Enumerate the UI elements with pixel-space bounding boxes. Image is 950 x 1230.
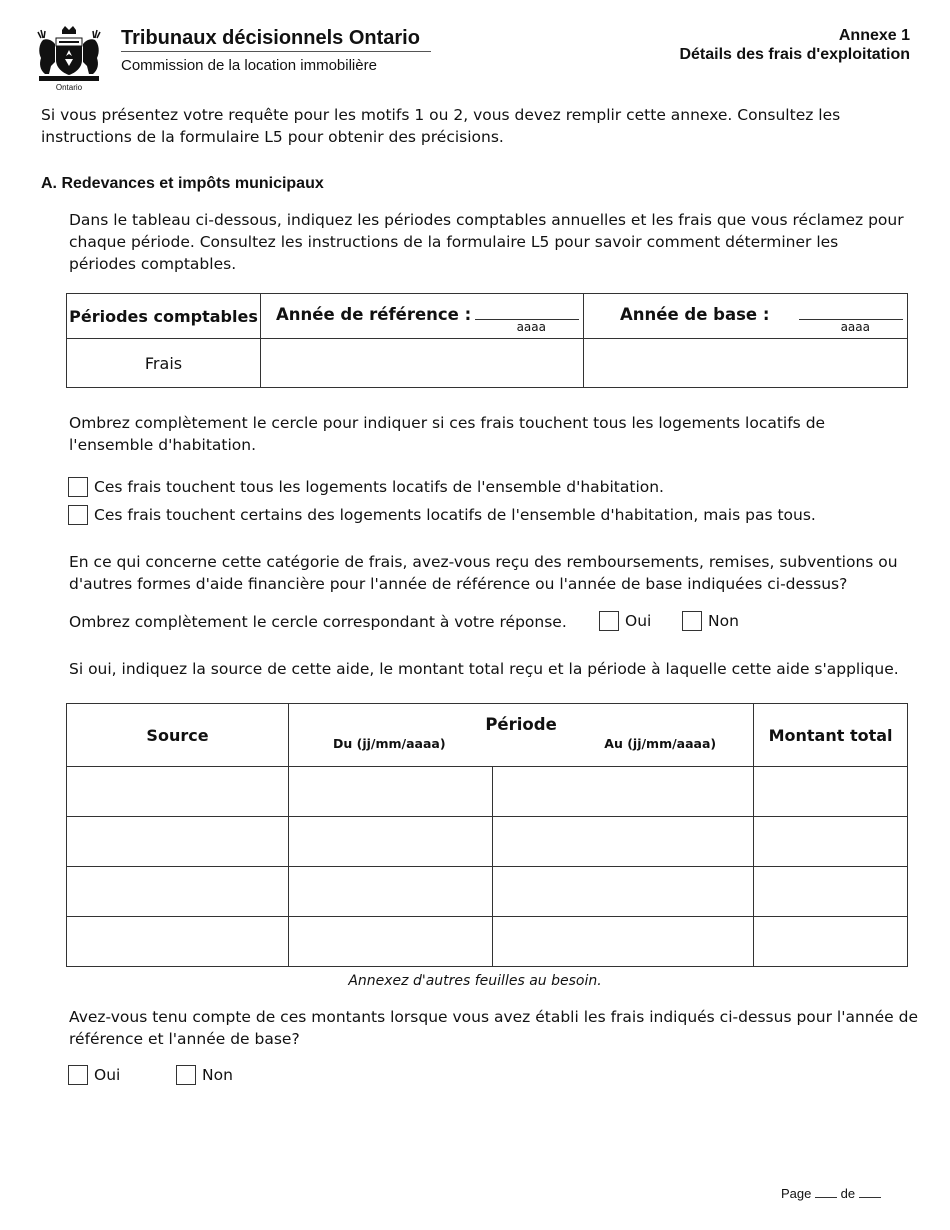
from-date-input[interactable]	[289, 917, 493, 967]
annex-heading	[679, 26, 910, 64]
of-label: de	[840, 1186, 856, 1201]
total-amount-input[interactable]	[754, 917, 908, 967]
to-date-input[interactable]	[493, 867, 754, 917]
attach-note: Annexez d'autres feuilles au besoin.	[348, 973, 602, 989]
table-row	[67, 867, 908, 917]
logo-caption: Ontario	[55, 83, 83, 92]
aid-yes-checkbox[interactable]	[599, 611, 619, 631]
considered-yes-checkbox[interactable]	[68, 1065, 88, 1085]
page-number	[781, 1186, 881, 1201]
source-input[interactable]	[67, 817, 289, 867]
from-date-header: Du (jj/mm/aaaa)	[333, 736, 446, 751]
annex-number: Annexe 1	[838, 27, 910, 44]
base-year-hint: aaaa	[840, 320, 870, 334]
aid-no-label: Non	[708, 612, 739, 630]
aid-no-checkbox[interactable]	[682, 611, 702, 631]
page-total-input[interactable]	[859, 1187, 881, 1198]
aid-yes-label: Oui	[625, 612, 652, 630]
fees-row-label: Frais	[67, 339, 261, 388]
some-units-checkbox[interactable]	[68, 505, 88, 525]
if-yes-instructions: Si oui, indiquez la source de cette aide, le montant total reçu et la période à laquelle cette aide s'applique.	[69, 660, 899, 678]
period-title: Période	[485, 715, 557, 734]
base-year-header	[584, 294, 908, 339]
from-date-input[interactable]	[289, 767, 493, 817]
total-amount-input[interactable]	[754, 867, 908, 917]
table-row	[67, 917, 908, 967]
financial-aid-question: En ce qui concerne cette catégorie de frais, avez-vous reçu des remboursements, remises, subventions ou d'autres formes d'aide financière pour l'année de référence ou l'année de base indiquées ci-dessus?	[69, 553, 898, 593]
all-units-label: Ces frais touchent tous les logements locatifs de l'ensemble d'habitation.	[94, 478, 664, 496]
page-label: Page	[781, 1186, 812, 1201]
to-date-input[interactable]	[493, 767, 754, 817]
from-date-input[interactable]	[289, 817, 493, 867]
base-year-fees-input[interactable]	[584, 339, 908, 388]
accounting-periods-table	[66, 293, 908, 388]
total-amount-header: Montant total	[754, 704, 908, 767]
option-some-units[interactable]	[68, 505, 816, 525]
organization-name: Tribunaux décisionnels Ontario	[121, 27, 420, 49]
option-all-units[interactable]	[68, 477, 664, 497]
periods-instructions: Dans le tableau ci-dessous, indiquez les périodes comptables annuelles et les frais que vous réclamez pour chaque période. Consultez les instructions de la formulaire L5 pour savoir comment déterminer les périodes comptables.	[69, 211, 904, 273]
reference-year-label: Année de référence :	[276, 305, 472, 324]
considered-no-label: Non	[202, 1066, 233, 1084]
amounts-considered-question: Avez-vous tenu compte de ces montants lorsque vous avez établi les frais indiqués ci-dessus pour l'année de référence et l'année de base?	[69, 1008, 918, 1048]
page-number-input[interactable]	[815, 1187, 837, 1198]
base-year-label: Année de base :	[620, 305, 770, 324]
section-a-heading: A. Redevances et impôts municipaux	[41, 175, 324, 192]
aid-no-option[interactable]	[682, 611, 739, 631]
from-date-input[interactable]	[289, 867, 493, 917]
aid-yes-option[interactable]	[599, 611, 651, 631]
table-row	[67, 817, 908, 867]
considered-yes-option[interactable]	[68, 1065, 120, 1085]
reference-year-fees-input[interactable]	[261, 339, 584, 388]
reference-year-header	[261, 294, 584, 339]
intro-text: Si vous présentez votre requête pour les motifs 1 ou 2, vous devez remplir cette annexe. Consultez les instructions de la formulaire L5 pour obtenir des précisions.	[41, 106, 841, 146]
total-amount-input[interactable]	[754, 767, 908, 817]
table-row	[67, 767, 908, 817]
period-header	[289, 704, 754, 767]
reference-year-hint: aaaa	[516, 320, 546, 334]
considered-no-checkbox[interactable]	[176, 1065, 196, 1085]
total-amount-input[interactable]	[754, 817, 908, 867]
some-units-label: Ces frais touchent certains des logements locatifs de l'ensemble d'habitation, mais pas tous.	[94, 506, 816, 524]
source-header: Source	[67, 704, 289, 767]
to-date-header: Au (jj/mm/aaaa)	[604, 736, 717, 751]
financial-aid-table	[66, 703, 908, 967]
considered-no-option[interactable]	[176, 1065, 233, 1085]
source-input[interactable]	[67, 867, 289, 917]
col-periods-header: Périodes comptables	[67, 294, 261, 339]
considered-yes-label: Oui	[94, 1066, 121, 1084]
source-input[interactable]	[67, 917, 289, 967]
to-date-input[interactable]	[493, 817, 754, 867]
answer-prompt: Ombrez complètement le cercle correspondant à votre réponse.	[69, 613, 567, 631]
annex-title: Détails des frais d'exploitation	[679, 46, 910, 63]
header-divider	[121, 51, 431, 52]
source-input[interactable]	[67, 767, 289, 817]
shade-question: Ombrez complètement le cercle pour indiquer si ces frais touchent tous les logements locatifs de l'ensemble d'habitation.	[69, 414, 826, 454]
board-name: Commission de la location immobilière	[121, 57, 377, 74]
ontario-coat-of-arms-logo	[35, 26, 103, 92]
all-units-checkbox[interactable]	[68, 477, 88, 497]
to-date-input[interactable]	[493, 917, 754, 967]
